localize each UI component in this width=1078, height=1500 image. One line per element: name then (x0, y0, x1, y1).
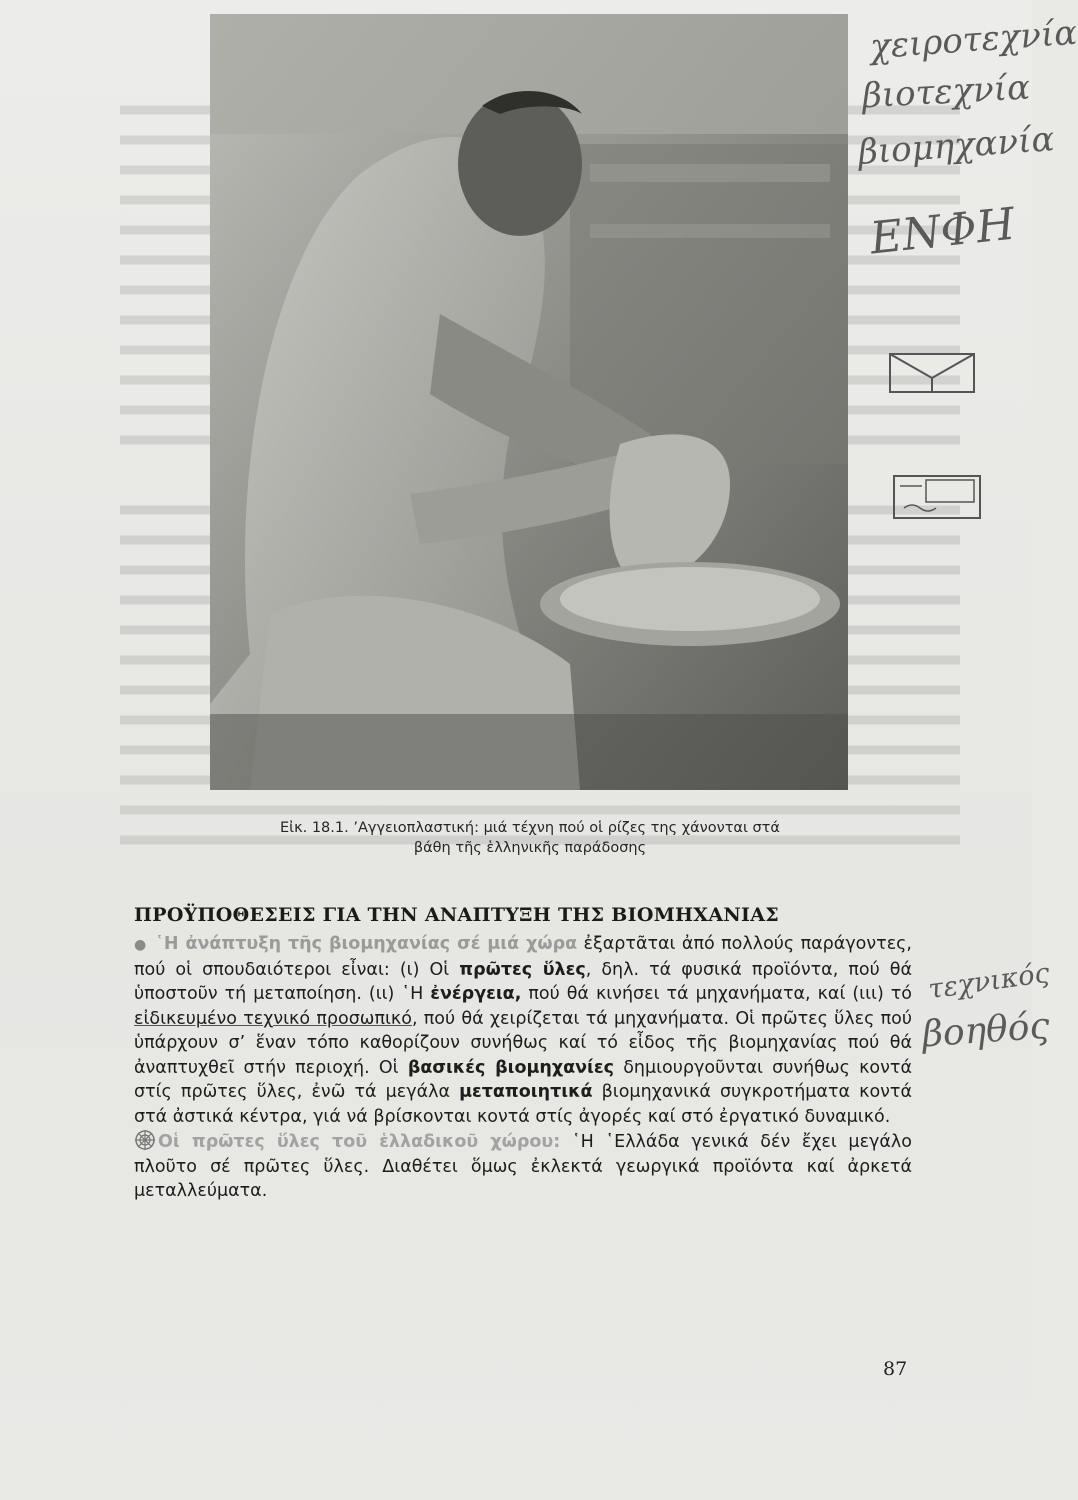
web-symbol-icon (134, 1129, 156, 1151)
bold-term: πρῶτες ὕλες (459, 959, 586, 980)
bold-term: ἐνέργεια, (430, 984, 522, 1004)
margin-note: βοηθός (920, 1005, 1051, 1056)
section-body (134, 932, 912, 1204)
text-span: , πού θά χειρίζεται τά μηχανήματα. Οἱ πρῶτες ὕλες πού ὑπάρχουν σ’ ἕναν τόπο καθορίζουν συνήθως καί τό εἶδος τῆς βιομηχανίας πού θά ἀναπτυχθεῖ στήν περιοχή. Οἱ (134, 1008, 912, 1078)
margin-note: χειροτεχνία (868, 12, 1078, 68)
page-number: 87 (883, 1358, 908, 1380)
text-span: δημιουργοῦνται συνήθως κοντά στίς πρῶτες ὕλες, ἐνῶ τά μεγάλα (134, 1057, 912, 1102)
text-span: ἐξαρτᾶται ἀπό πολλούς παράγοντες, πού οἱ σπουδαιότεροι εἶναι: (ι) Οἱ (134, 934, 912, 980)
bold-term: μεταποιητικά (459, 1082, 593, 1102)
margin-note: βιοτεχνία (861, 67, 1032, 117)
envelope-sketch-icon (886, 348, 980, 396)
text-span: ῾Η ῾Ελλάδα γενικά δέν ἔχει μεγάλο πλοῦτο σέ πρῶτες ὕλες. Διαθέτει ὅμως ἐκλεκτά γεωργικά προϊόντα καί ἀρκετά μεταλλεύματα. (134, 1132, 912, 1201)
margin-note: τεχνικός (926, 957, 1052, 1006)
bullet-icon: ● (134, 937, 148, 953)
margin-note: βιομηχανία (856, 119, 1056, 173)
margin-note: ΕΝΦΗ (867, 198, 1018, 265)
caption-line-2: βάθη τῆς ἑλληνικῆς παράδοσης (413, 840, 647, 856)
paragraph-industry-factors (134, 932, 912, 1129)
text-span: βιομηχανικά συγκροτήματα κοντά στά ἀστικά κέντρα, γιά νά βρίσκονται κοντά στίς ἀγορές καί στό ἐργατικό δυναμικό. (134, 1082, 912, 1127)
stamp-sketch-icon (890, 472, 986, 524)
text-span: πού θά κινήσει τά μηχανήματα, καί (ιιι) τό (521, 984, 913, 1004)
potter-photo (210, 14, 848, 790)
figure-caption (214, 818, 846, 858)
text-span: , δηλ. τά φυσικά προϊόντα, πού θά ὑποστοῦν τή μεταποίηση. (ιι) ῾Η (134, 959, 913, 1004)
section-heading: ΠΡΟΫΠΟΘΕΣΕΙΣ ΓΙΑ ΤΗΝ ΑΝΑΠΤΥΞΗ ΤΗΣ ΒΙΟΜΗΧΑΝΙΑΣ (134, 904, 779, 926)
paragraph-raw-materials (134, 1129, 912, 1204)
bold-term: βασικές βιομηχανίες (407, 1057, 614, 1078)
underlined-term: εἰδικευμένο τεχνικό προσωπικό (134, 1008, 412, 1029)
paragraph-lead: ῾Η ἀνάπτυξη τῆς βιομηχανίας σέ μιά χώρα (155, 934, 578, 954)
caption-line-1: Εἰκ. 18.1. ’Αγγειοπλαστική: μιά τέχνη πού οἱ ρίζες της χάνονται στά (280, 820, 780, 836)
paragraph-lead: Οἱ πρῶτες ὕλες τοῦ ἑλλαδικοῦ χώρου: (158, 1132, 561, 1152)
